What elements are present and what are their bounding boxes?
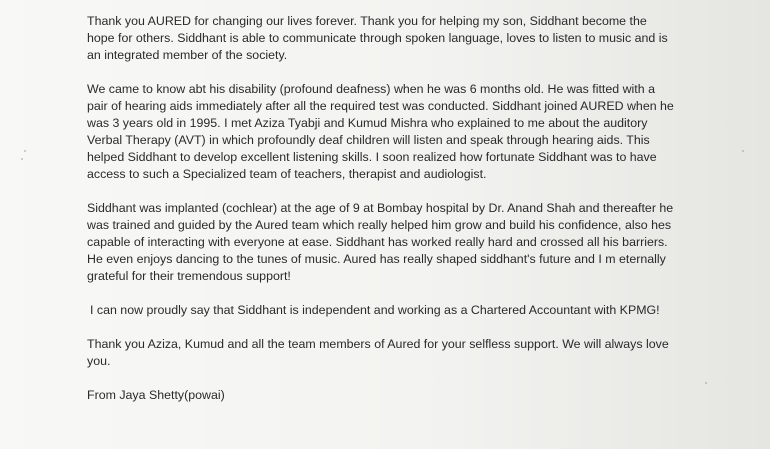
- letter-body: [87, 13, 677, 404]
- paragraph-cochlear-implant: Siddhant was implanted (cochlear) at the age of 9 at Bombay hospital by Dr. Anand Shah and thereafter he was trained and guided by the Aured team which really helped him grow and build his confidence, also hes capable of interacting with everyone at ease. Siddhant has worked really hard and crossed all his barriers. He even enjoys dancing to the tunes of music. Aured has really shaped siddhant's future and I m eternally grateful for their tremendous support!: [87, 201, 674, 283]
- paragraph-diagnosis-history: We came to know abt his disability (profound deafness) when he was 6 months old. He was fitted with a pair of hearing aids immediately after all the required test was conducted. Siddhant joined AURED when he was 3 years old in 1995. I met Aziza Tyabji and Kumud Mishra who explained to me about the auditory Verbal Therapy (AVT) in which profoundly deaf children will listen and speak through hearing aids. This helped Siddhant to develop excellent listening skills. I soon realized how fortunate Siddhant was to have access to such a Specialized team of teachers, therapist and audiologist.: [87, 82, 674, 181]
- paragraph-thanks-team: Thank you Aziza, Kumud and all the team members of Aured for your selfless support. We will always love you.: [87, 337, 669, 368]
- scan-speck: [21, 158, 23, 160]
- scan-speck: [24, 150, 26, 152]
- scan-speck: [742, 150, 744, 152]
- scan-speck: [705, 382, 707, 384]
- paragraph-gratitude-intro: Thank you AURED for changing our lives forever. Thank you for helping my son, Siddhant become the hope for others. Siddhant is able to communicate through spoken language, loves to listen to music and is an integrated member of the society.: [87, 14, 668, 62]
- signature-line: From Jaya Shetty(powai): [87, 388, 225, 402]
- paragraph-independence: I can now proudly say that Siddhant is independent and working as a Chartered Accountant with KPMG!: [90, 303, 660, 317]
